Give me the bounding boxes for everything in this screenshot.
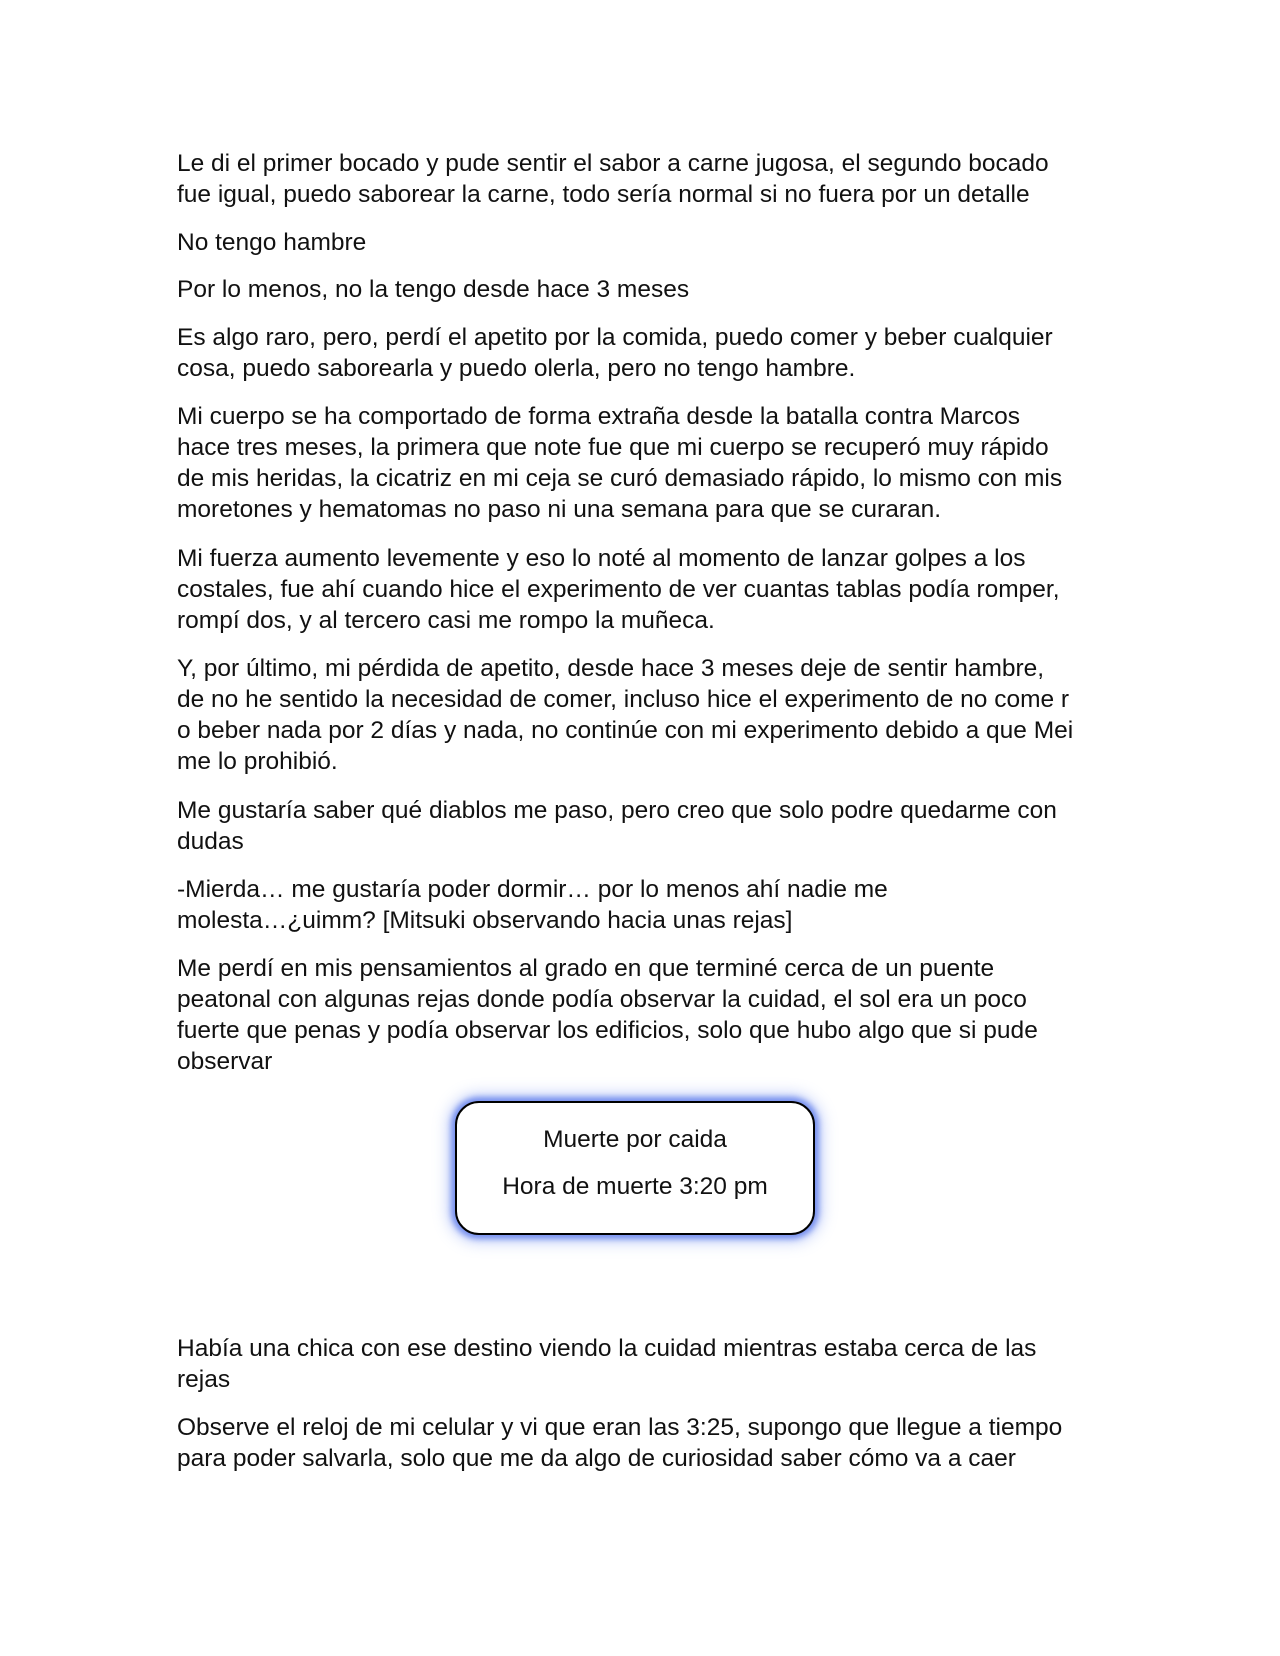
text-line: observar xyxy=(177,1048,273,1075)
text-line: peatonal con algunas rejas donde podía observar la cuidad, el sol era un poco xyxy=(177,986,1027,1013)
text-line: Por lo menos, no la tengo desde hace 3 meses xyxy=(177,276,690,303)
text-line: Mi fuerza aumento levemente y eso lo noté al momento de lanzar golpes a los xyxy=(177,545,1026,572)
text-line: hace tres meses, la primera que note fue que mi cuerpo se recuperó muy rápido xyxy=(177,434,1049,461)
text-line: Me gustaría saber qué diablos me paso, pero creo que solo podre quedarme con xyxy=(177,797,1057,824)
death-info-box xyxy=(455,1101,815,1235)
text-line: para poder salvarla, solo que me da algo de curiosidad saber cómo va a caer xyxy=(177,1445,1016,1472)
text-line: o beber nada por 2 días y nada, no continúe con mi experimento debido a que Mei xyxy=(177,717,1074,744)
paragraph-dialogue xyxy=(177,874,1107,936)
paragraph-clock xyxy=(177,1412,1107,1474)
text-line: Había una chica con ese destino viendo la cuidad mientras estaba cerca de las xyxy=(177,1335,1037,1362)
text-line: -Mierda… me gustaría poder dormir… por lo menos ahí nadie me xyxy=(177,876,888,903)
paragraph-doubts xyxy=(177,795,1107,857)
death-cause: Muerte por caida xyxy=(543,1126,727,1153)
death-time: Hora de muerte 3:20 pm xyxy=(502,1173,768,1200)
paragraph-strength xyxy=(177,543,1107,636)
text-line: cosa, puedo saborearla y puedo olerla, pero no tengo hambre. xyxy=(177,355,856,382)
text-line: Me perdí en mis pensamientos al grado en que terminé cerca de un puente xyxy=(177,955,995,982)
text-line: fuerte que penas y podía observar los edificios, solo que hubo algo que si pude xyxy=(177,1017,1038,1044)
paragraph-first-bite xyxy=(177,148,1107,210)
text-line: rejas xyxy=(177,1366,231,1393)
paragraph-lost-appetite xyxy=(177,322,1107,384)
paragraph-no-hunger xyxy=(177,227,1107,258)
text-line: dudas xyxy=(177,828,244,855)
text-line: Le di el primer bocado y pude sentir el sabor a carne jugosa, el segundo bocado xyxy=(177,150,1049,177)
text-line: de no he sentido la necesidad de comer, incluso hice el experimento de no come r xyxy=(177,686,1070,713)
text-line: moretones y hematomas no paso ni una semana para que se curaran. xyxy=(177,496,942,523)
paragraph-bridge xyxy=(177,953,1107,1077)
text-line: No tengo hambre xyxy=(177,229,367,256)
text-line: Mi cuerpo se ha comportado de forma extraña desde la batalla contra Marcos xyxy=(177,403,1020,430)
text-line: Es algo raro, pero, perdí el apetito por la comida, puedo comer y beber cualquier xyxy=(177,324,1053,351)
text-line: molesta…¿uimm? [Mitsuki observando hacia unas rejas] xyxy=(177,907,793,934)
text-line: me lo prohibió. xyxy=(177,748,338,775)
text-line: rompí dos, y al tercero casi me rompo la muñeca. xyxy=(177,607,715,634)
paragraph-girl xyxy=(177,1333,1107,1395)
text-line: Y, por último, mi pérdida de apetito, desde hace 3 meses deje de sentir hambre, xyxy=(177,655,1045,682)
paragraph-three-months xyxy=(177,274,1107,305)
paragraph-appetite-loss xyxy=(177,653,1107,777)
text-line: Observe el reloj de mi celular y vi que eran las 3:25, supongo que llegue a tiempo xyxy=(177,1414,1063,1441)
text-line: de mis heridas, la cicatriz en mi ceja se curó demasiado rápido, lo mismo con mis xyxy=(177,465,1063,492)
text-line: costales, fue ahí cuando hice el experimento de ver cuantas tablas podía romper, xyxy=(177,576,1060,603)
paragraph-strange-body xyxy=(177,401,1107,525)
text-line: fue igual, puedo saborear la carne, todo sería normal si no fuera por un detalle xyxy=(177,181,1030,208)
